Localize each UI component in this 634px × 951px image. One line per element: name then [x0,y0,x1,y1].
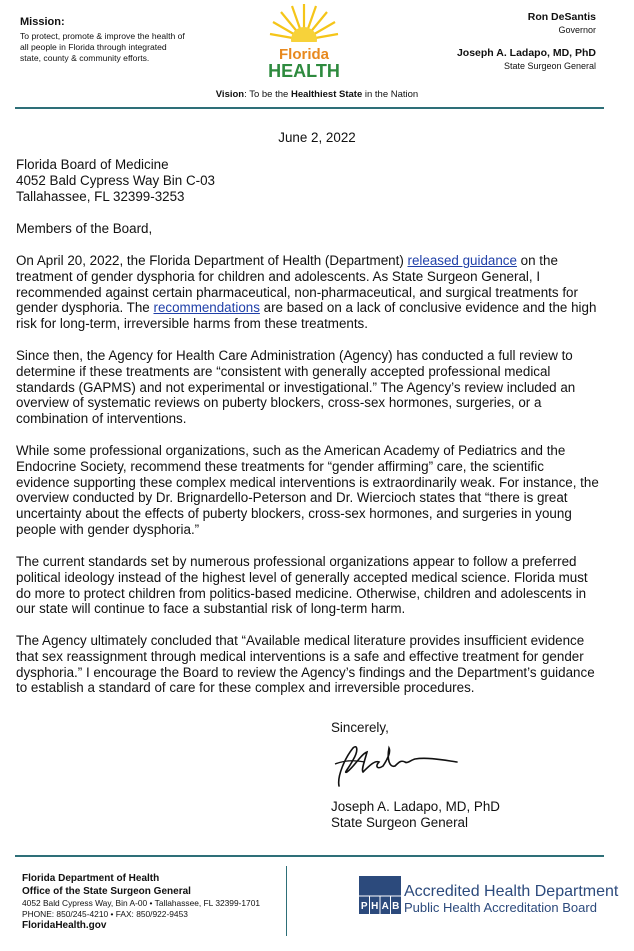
paragraph-1 [16,253,601,332]
vision-post: in the Nation [362,89,419,100]
paragraph-5: The Agency ultimately concluded that “Available medical literature provides insufficient evidence that sex reassignment through medical interventions is a safe and effective treatment for gender dysphoria.” I encourage the Board to review the Agency’s findings and the Department’s guidance to establish a standard of care for these complex and irreversible procedures. [16,633,595,696]
recipient-address [16,157,601,204]
paragraph-3: While some professional organizations, such as the American Academy of Pediatrics and the Endocrine Society, recommend these treatments for “gender affirming” care, the scientific evidence supporting these complex medical interventions is extraordinarily weak. For instance, the overview conducted by Dr. Brignardello-Peterson and Dr. Wiercioch states that “there is great uncertainty about the effects of puberty blockers, cross-sex hormones, and surgeries in young people with gender dysphoria.” [16,443,599,537]
mission-heading: Mission: [20,16,65,28]
vision-statement [0,89,634,100]
signer-block [331,799,500,831]
signer-title: State Surgeon General [331,814,468,830]
vision-label: Vision [215,89,245,100]
footer-office: Office of the State Surgeon General [22,886,191,897]
vision-pre: : To be the [244,89,291,100]
signer-name: Joseph A. Ladapo, MD, PhD [331,799,500,814]
address-line: 4052 Bald Cypress Way Bin C-03 [16,172,215,188]
paragraph-4: The current standards set by numerous professional organizations appear to follow a preferred political ideology instead of the highest level of generally accepted medical science. Florida must do more to protect children from politics-based medicine. Otherwise, children and adolescents in our state will continue to face a substantial risk of long-term harm. [16,554,588,617]
header-divider [15,107,604,109]
surgeon-general-title: State Surgeon General [503,61,596,71]
governor-name: Ron DeSantis [527,11,596,23]
footer-phone-fax: PHONE: 850/245-4210 • FAX: 850/922-9453 [22,908,188,919]
accreditation-board: Public Health Accreditation Board [404,900,597,915]
officials-block [457,11,596,83]
phab-letter: P [360,901,368,912]
logo-word-health: HEALTH [268,61,340,81]
p1-text-c: are based on a lack of conclusive evidence and the high risk for long-term, irreversible harms from these treatments. [16,300,597,332]
letter-date: June 2, 2022 [278,130,356,145]
logo-word-florida: Florida [278,46,330,63]
footer-vertical-divider [286,866,287,936]
phab-letter: B [392,901,400,912]
address-line: Florida Board of Medicine [16,157,169,172]
handwritten-signature [331,742,461,790]
address-line: Tallahassee, FL 32399-3253 [16,188,185,204]
accredited-heading: Accredited Health Department [404,883,619,900]
footer-divider [15,855,604,857]
surgeon-general-name: Joseph A. Ladapo, MD, PhD [456,47,596,59]
florida-health-logo [268,2,340,82]
paragraph-2: Since then, the Agency for Health Care Administration (Agency) has conducted a full review to determine if these treatments are “consistent with generally accepted professional medical standards (GAPMS) and not experimental or investigational.” The Agency’s review included an overview of systematic reviews on puberty blockers, cross-sex hormones, surgeries, or a combination of interventions. [16,348,576,427]
p1-text-b: on the treatment of gender dysphoria for children and adolescents. As State Surgeon General, I recommended against certain pharmaceutical, non-pharmaceutical, and surgical treatments for gender dysphoria. The [16,253,578,316]
phab-letter: A [381,901,389,912]
governor-title: Governor [558,25,596,35]
footer-contact [22,872,260,932]
footer-department: Florida Department of Health [22,873,160,884]
phab-letter: H [371,901,379,912]
closing: Sincerely, [331,720,389,735]
recommendations-link[interactable]: recommendations [153,300,260,316]
released-guidance-link[interactable]: released guidance [407,253,517,268]
phab-logo [359,876,401,914]
footer-website[interactable]: FloridaHealth.gov [22,920,107,931]
mission-text: To protect, promote & improve the health of all people in Florida through integrated state, county & community efforts. [20,31,185,63]
footer-address: 4052 Bald Cypress Way, Bin A-00 • Tallahassee, FL 32399-1701 [22,898,261,908]
vision-bold: Healthiest State [290,89,363,100]
salutation: Members of the Board, [16,221,153,236]
p1-text-a: On April 20, 2022, the Florida Department of Health (Department) [16,253,408,268]
